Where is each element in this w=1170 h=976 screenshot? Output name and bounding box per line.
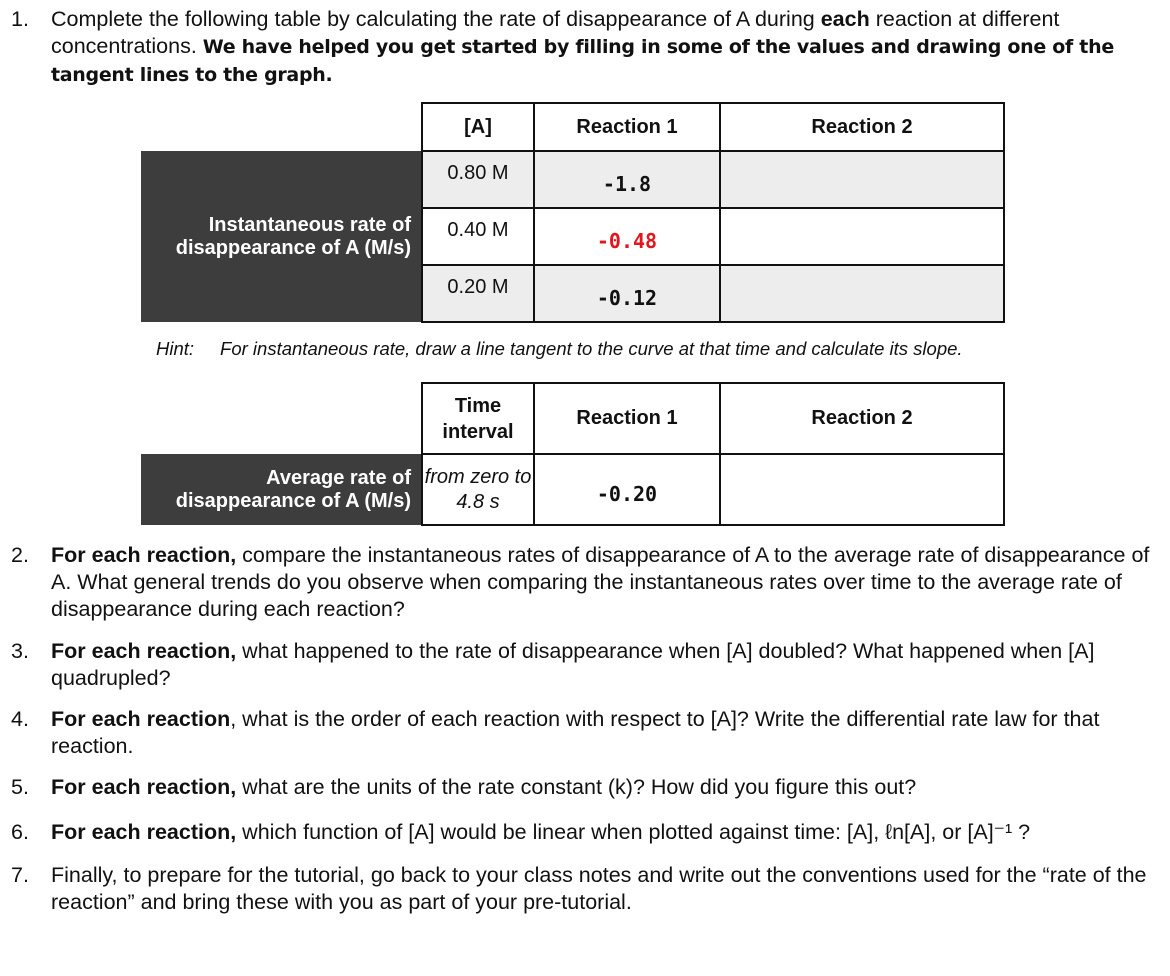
conc-cell: 0.80 M — [422, 151, 534, 208]
reaction-1-value: -0.20 — [534, 454, 720, 525]
reaction-2-value[interactable] — [720, 208, 1004, 265]
reaction-2-value[interactable] — [720, 265, 1004, 322]
conc-cell: 0.40 M — [422, 208, 534, 265]
question-2 — [11, 542, 1151, 623]
reaction-2-value[interactable] — [720, 151, 1004, 208]
row-label-instantaneous: Instantaneous rate of disappearance of A (M/s) — [141, 151, 422, 322]
hint-label: Hint: — [156, 338, 195, 359]
question-1 — [11, 6, 1151, 89]
conc-cell: 0.20 M — [422, 265, 534, 322]
hint-text: For instantaneous rate, draw a line tangent to the curve at that time and calculate its slope. — [220, 338, 963, 359]
header-concentration: [A] — [422, 103, 534, 151]
question-5 — [11, 774, 1151, 801]
question-number: 4. — [11, 707, 29, 731]
average-rate-table — [141, 382, 1005, 526]
question-number: 7. — [11, 863, 29, 887]
question-number: 5. — [11, 775, 29, 799]
question-7 — [11, 862, 1151, 916]
emphasis: For each reaction, — [51, 639, 237, 663]
question-text: which function of [A] would be linear when plotted against time: [A], ℓn[A], or [A]⁻¹ ? — [236, 820, 1031, 844]
header-reaction-1: Reaction 1 — [534, 103, 720, 151]
emphasis: each — [820, 7, 870, 31]
question-text: reaction at different concentrations. — [51, 7, 1060, 58]
header-time-interval: Time interval — [422, 383, 534, 454]
interval-cell: from zero to 4.8 s — [422, 454, 534, 525]
emphasis: For each reaction, — [51, 775, 237, 799]
instantaneous-rate-table — [141, 102, 1005, 323]
reaction-2-value[interactable] — [720, 454, 1004, 525]
emphasis: For each reaction, — [51, 820, 237, 844]
question-4 — [11, 706, 1151, 760]
reaction-1-value: -0.12 — [534, 265, 720, 322]
question-6 — [11, 819, 1151, 846]
question-text: Finally, to prepare for the tutorial, go back to your class notes and write out the conventions used for the “rate of the reaction” and bring these with you as part of your pre-tutorial. — [51, 863, 1147, 914]
question-text: Complete the following table by calculating the rate of disappearance of A during — [51, 7, 821, 31]
header-reaction-1: Reaction 1 — [534, 383, 720, 454]
question-text: compare the instantaneous rates of disappearance of A to the average rate of disappearance of A. What general trends do you observe when comparing the instantaneous rates over time to the average rate of disappearance during each reaction? — [51, 543, 1150, 621]
emphasis: For each reaction — [51, 707, 231, 731]
question-number: 3. — [11, 639, 29, 663]
header-reaction-2: Reaction 2 — [720, 103, 1004, 151]
question-number: 2. — [11, 543, 29, 567]
question-number: 6. — [11, 820, 29, 844]
question-number: 1. — [11, 7, 29, 31]
emphasis: For each reaction, — [51, 543, 237, 567]
question-text: what are the units of the rate constant (k)? How did you figure this out? — [236, 775, 917, 799]
row-label-average: Average rate of disappearance of A (M/s) — [141, 454, 422, 525]
question-3 — [11, 638, 1151, 692]
question-text: what happened to the rate of disappearance when [A] doubled? What happened when [A] quadrupled? — [51, 639, 1095, 690]
question-text: , what is the order of each reaction with respect to [A]? Write the differential rate law for that reaction. — [51, 707, 1100, 758]
reaction-1-value: -1.8 — [534, 151, 720, 208]
hint — [156, 338, 963, 360]
reaction-1-value: -0.48 — [534, 208, 720, 265]
header-reaction-2: Reaction 2 — [720, 383, 1004, 454]
handwritten-note: We have helped you get started by filling in some of the values and drawing one of the tangent lines to the graph. — [51, 36, 1114, 86]
